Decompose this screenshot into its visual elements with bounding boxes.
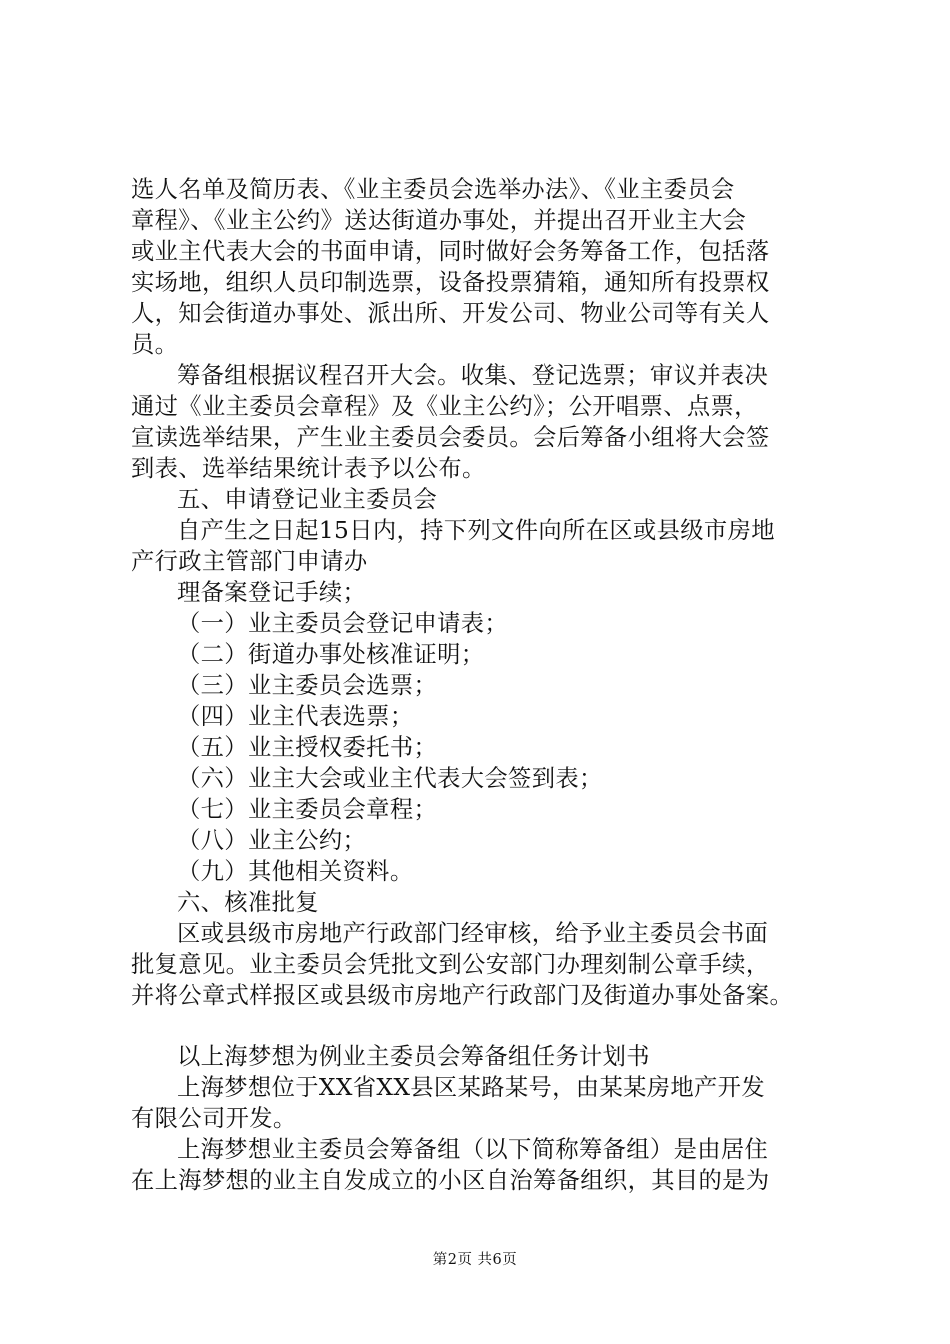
text-line: 人，知会街道办事处、派出所、开发公司、物业公司等有关人 [131,300,770,327]
text-line: 通过《业主委员会章程》及《业主公约》；公开唱票、点票， [131,393,758,420]
text-line: 实场地，组织人员印制选票，设备投票猜箱，通知所有投票权 [131,269,770,296]
text-line: 选人名单及简历表、《业主委员会选举办法》、《业主委员会 [131,176,735,203]
text-line: 有限公司开发。 [131,1105,297,1132]
text-line: （四）业主代表选票； [177,703,414,730]
text-line: 批复意见。业主委员会凭批文到公安部门办理刻制公章手续， [131,951,770,978]
text-line: （九）其他相关资料。 [177,858,414,885]
text-line: （二）街道办事处核准证明； [177,641,485,668]
text-line: 到表、选举结果统计表予以公布。 [131,455,486,482]
text-line: 以上海梦想为例业主委员会筹备组任务计划书 [177,1043,650,1070]
paragraph-gap [131,1011,831,1041]
document-body [131,174,831,1196]
text-line: 五、申请登记业主委员会 [177,486,438,513]
text-line: 或业主代表大会的书面申请，同时做好会务筹备工作，包括落 [131,238,770,265]
text-line: 理备案登记手续； [177,579,367,606]
text-line: 六、核准批复 [177,889,319,916]
text-line: （七）业主委员会章程； [177,796,438,823]
text-line: 自产生之日起15日内，持下列文件向所在区或县级市房地 [177,517,775,544]
text-line: 区或县级市房地产行政部门经审核，给予业主委员会书面 [177,920,769,947]
text-line: （三）业主委员会选票； [177,672,438,699]
text-line: 筹备组根据议程召开大会。收集、登记选票；审议并表决 [177,362,769,389]
text-line: 上海梦想位于XX省XX县区某路某号，由某某房地产开发 [177,1074,765,1101]
text-line: 并将公章式样报区或县级市房地产行政部门及街道办事处备案。 [131,982,794,1009]
text-line: 在上海梦想的业主自发成立的小区自治筹备组织，其目的是为 [131,1167,770,1194]
text-line: 章程》、《业主公约》送达街道办事处，并提出召开业主大会 [131,207,747,234]
text-line: （五）业主授权委托书； [177,734,438,761]
text-line: 宣读选举结果，产生业主委员会委员。会后筹备小组将大会签 [131,424,770,451]
text-line: 上海梦想业主委员会筹备组（以下简称筹备组）是由居住 [177,1136,769,1163]
page-footer: 第2页 共6页 [432,1252,518,1268]
text-line: （一）业主委员会登记申请表； [177,610,509,637]
text-line: 员。 [131,331,179,358]
text-line: （六）业主大会或业主代表大会签到表； [177,765,603,792]
text-line: （八）业主公约； [177,827,367,854]
text-line: 产行政主管部门申请办 [131,548,368,575]
